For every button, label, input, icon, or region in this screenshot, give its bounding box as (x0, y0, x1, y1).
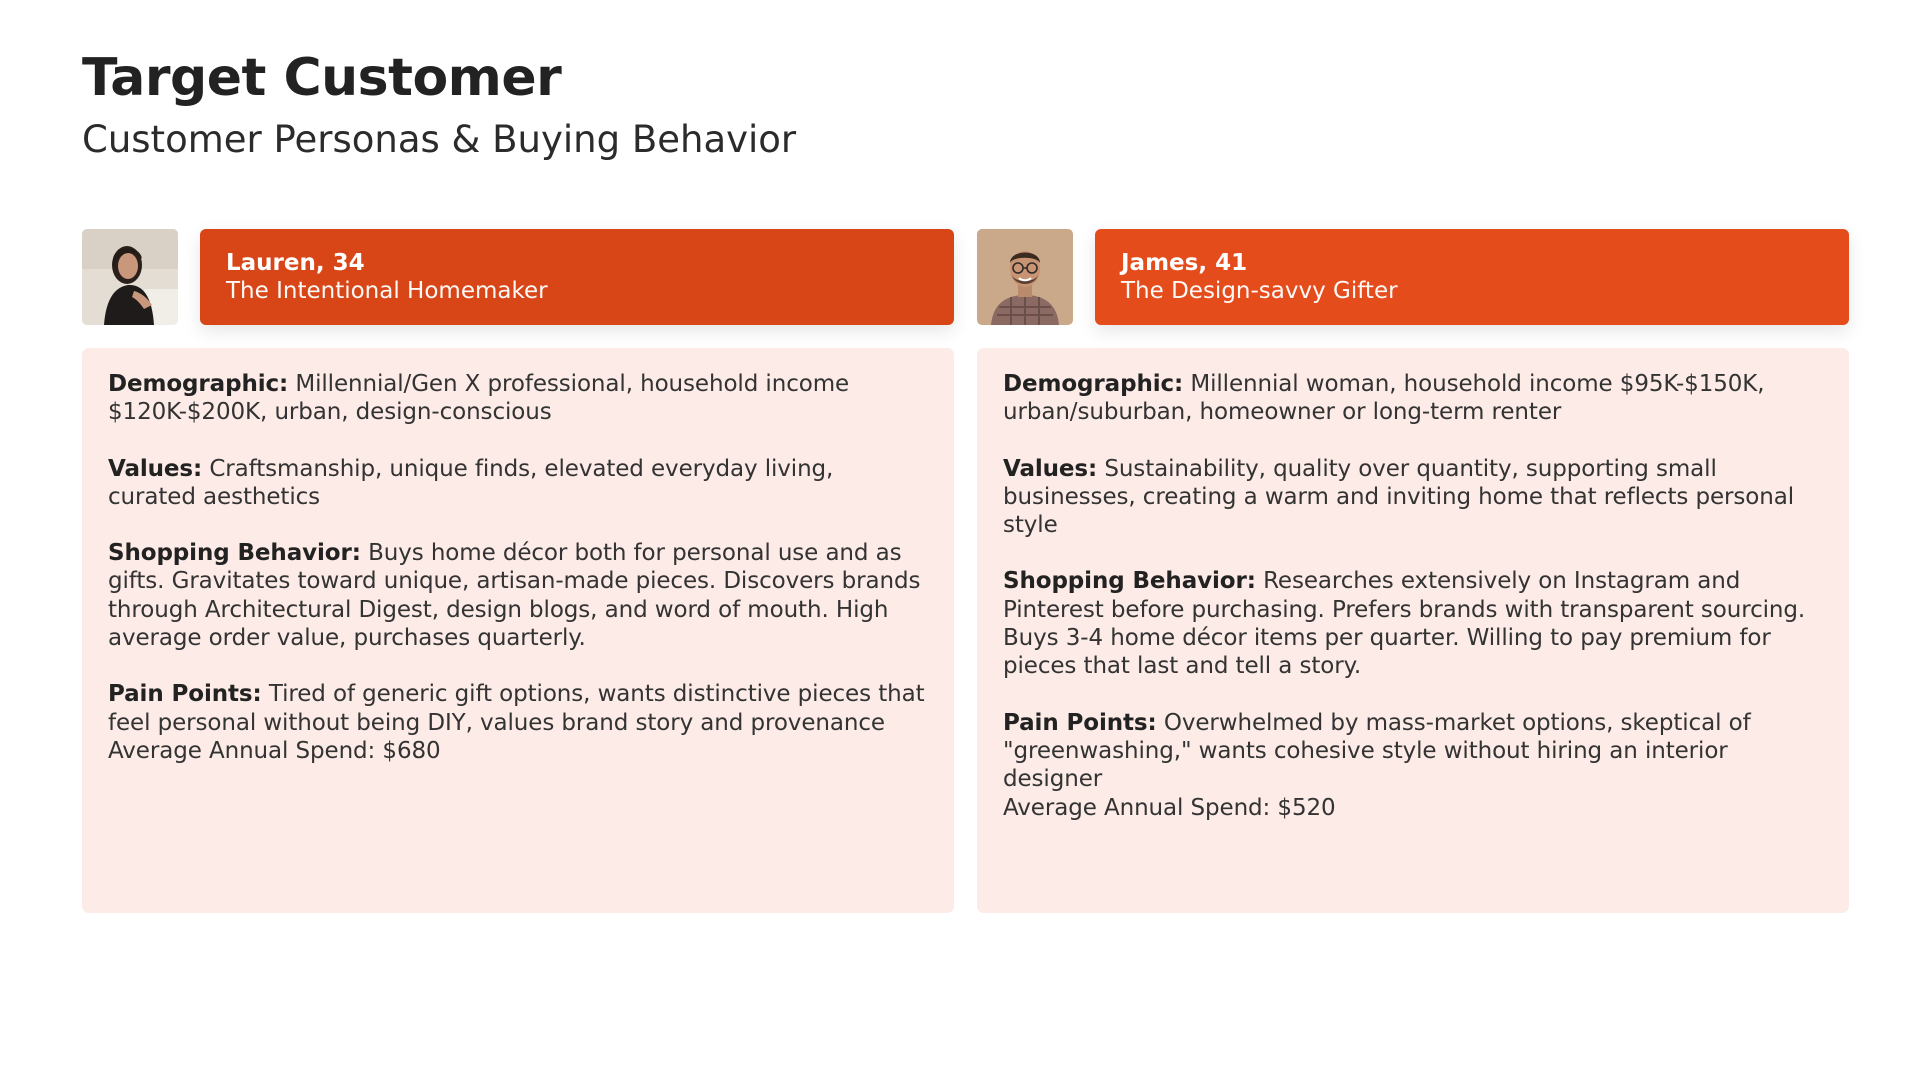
avatar (82, 229, 178, 325)
annual-spend-text: Average Annual Spend: $680 (108, 737, 441, 764)
pain-points-text (108, 680, 928, 737)
persona-card-lauren (82, 229, 954, 913)
persona-details (82, 348, 954, 913)
avatar (977, 229, 1073, 325)
demographic-text (1003, 370, 1823, 427)
persona-role: The Design-savvy Gifter (1121, 278, 1398, 304)
persona-photo (977, 229, 1073, 325)
persona-header (82, 229, 954, 325)
persona-banner (200, 229, 954, 325)
persona-details (977, 348, 1849, 913)
shopping-behavior-text (108, 539, 928, 652)
values-label: Values: (108, 455, 203, 482)
shopping-behavior-text (1003, 567, 1823, 680)
values-value: Sustainability, quality over quantity, supporting small businesses, creating a warm and inviting home that reflects personal style (1003, 455, 1795, 539)
pain-label: Pain Points: (108, 681, 262, 708)
pain-label: Pain Points: (1003, 709, 1157, 736)
persona-name: Lauren, 34 (226, 250, 365, 276)
annual-spend-text: Average Annual Spend: $520 (1003, 794, 1336, 821)
shopping-value: Researches extensively on Instagram and Pinterest before purchasing. Prefers brands with transparent sourcing. Buys 3-4 home décor items per quarter. Willing to pay premium for pieces that last and tell a story. (1003, 568, 1806, 680)
pain-points-text (1003, 709, 1823, 794)
persona-banner (1095, 229, 1849, 325)
shopping-label: Shopping Behavior: (1003, 568, 1256, 595)
persona-photo (82, 229, 178, 325)
pain-value: Tired of generic gift options, wants distinctive pieces that feel personal without being DIY, values brand story and provenance (108, 681, 925, 736)
demographic-value: Millennial woman, household income $95K-$150K, urban/suburban, homeowner or long-term renter (1003, 371, 1765, 426)
shopping-label: Shopping Behavior: (108, 540, 361, 567)
page-title: Target Customer (82, 48, 562, 108)
demographic-label: Demographic: (1003, 371, 1184, 397)
values-value: Craftsmanship, unique finds, elevated everyday living, curated aesthetics (108, 455, 834, 510)
pain-value: Overwhelmed by mass-market options, skeptical of "greenwashing," wants cohesive style without hiring an interior designer (1003, 709, 1751, 793)
demographic-label: Demographic: (108, 371, 289, 397)
persona-card-james (977, 229, 1849, 913)
persona-name: James, 41 (1121, 250, 1248, 276)
persona-role: The Intentional Homemaker (226, 278, 548, 304)
values-text (108, 455, 928, 512)
values-label: Values: (1003, 455, 1098, 482)
persona-header (977, 229, 1849, 325)
demographic-value: Millennial/Gen X professional, household income $120K-$200K, urban, design-conscious (108, 371, 850, 426)
demographic-text (108, 370, 928, 427)
page-subtitle: Customer Personas & Buying Behavior (82, 118, 797, 161)
values-text (1003, 455, 1823, 540)
shopping-value: Buys home décor both for personal use and as gifts. Gravitates toward unique, artisan-made pieces. Discovers brands through Architectural Digest, design blogs, and word of mouth. High average order value, purchases quarterly. (108, 540, 921, 652)
